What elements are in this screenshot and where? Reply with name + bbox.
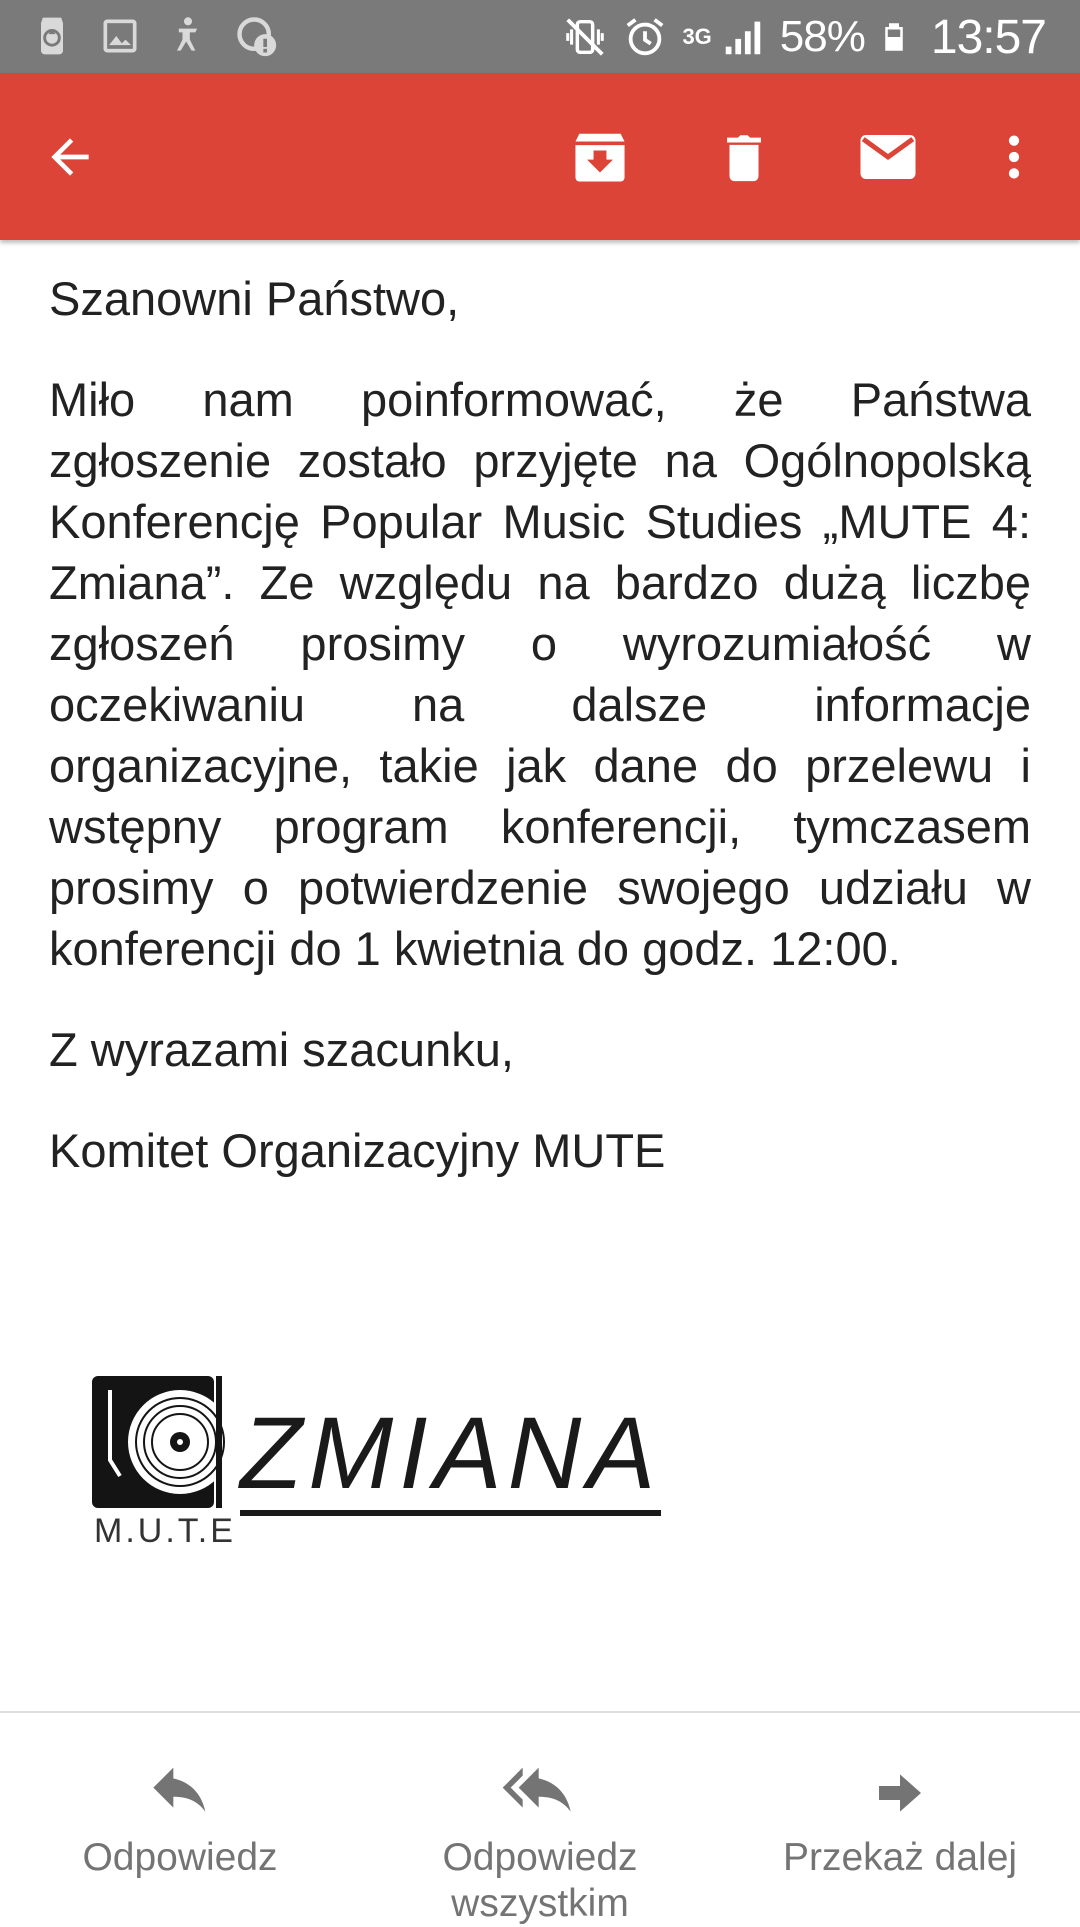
notification-icons: [30, 14, 278, 58]
recycle-notification-icon: [30, 14, 74, 58]
battery-icon: [879, 14, 909, 60]
reply-button[interactable]: [40, 1765, 320, 1881]
reply-icon: [40, 1765, 320, 1821]
email-signature: Komitet Organizacyjny MUTE: [49, 1124, 666, 1177]
back-arrow-icon: [42, 129, 98, 185]
reply-all-button[interactable]: [400, 1765, 680, 1927]
app-toolbar: [0, 73, 1080, 240]
reply-label: Odpowiedz: [82, 1836, 278, 1879]
delete-button[interactable]: [708, 121, 780, 193]
network-type: 3G: [682, 24, 712, 49]
more-vert-icon: [986, 129, 1042, 185]
email-message: Miło nam poinformować, że Państwa zgłoszenie zostało przyjęte na Ogólnopolską Konferencję Popular Music Studies „MUTE 4: Zmiana”. Ze względu na bardzo dużą liczbę zgłoszeń prosimy o wyrozumiałość w oczekiwaniu na dalsze informacje organizacyjne, takie jak dane do przelewu i wstępny program konferencji, tymczasem prosimy o potwierdzenie swojego udziału w konferencji do 1 kwietnia do godz. 12:00.: [49, 373, 1031, 975]
system-status: [562, 8, 1046, 66]
back-button[interactable]: [34, 121, 106, 193]
reply-all-icon: [400, 1765, 680, 1821]
delete-icon: [715, 128, 773, 186]
alarm-icon: [622, 14, 668, 60]
vinyl-record-icon: [92, 1376, 230, 1512]
clock: 13:57: [930, 10, 1046, 64]
reply-all-label: Odpowiedz wszystkim: [442, 1836, 638, 1925]
more-options-button[interactable]: [978, 121, 1050, 193]
archive-icon: [569, 126, 631, 188]
image-notification-icon: [98, 14, 142, 58]
forward-label: Przekaż dalej: [782, 1836, 1018, 1879]
archive-button[interactable]: [564, 121, 636, 193]
email-closing: Z wyrazami szacunku,: [49, 1023, 514, 1076]
logo-sub: M.U.T.E: [94, 1512, 236, 1550]
email-greeting: Szanowni Państwo,: [49, 272, 460, 325]
logo-word: ZMIANA: [240, 1402, 661, 1516]
email-body: [49, 268, 1031, 1221]
battery-percent: 58%: [779, 12, 865, 61]
vibrate-mute-icon: [562, 14, 608, 60]
forward-icon: [760, 1765, 1040, 1821]
mute-zmiana-logo: [92, 1372, 662, 1552]
bottom-action-bar: [0, 1711, 1080, 1925]
mark-unread-icon: [855, 124, 921, 190]
mark-unread-button[interactable]: [852, 121, 924, 193]
signal-strength-icon: [720, 14, 766, 60]
accessibility-notification-icon: [166, 14, 210, 58]
forward-button[interactable]: [760, 1765, 1040, 1881]
sync-alert-icon: [234, 14, 278, 58]
status-bar: [0, 0, 1080, 73]
